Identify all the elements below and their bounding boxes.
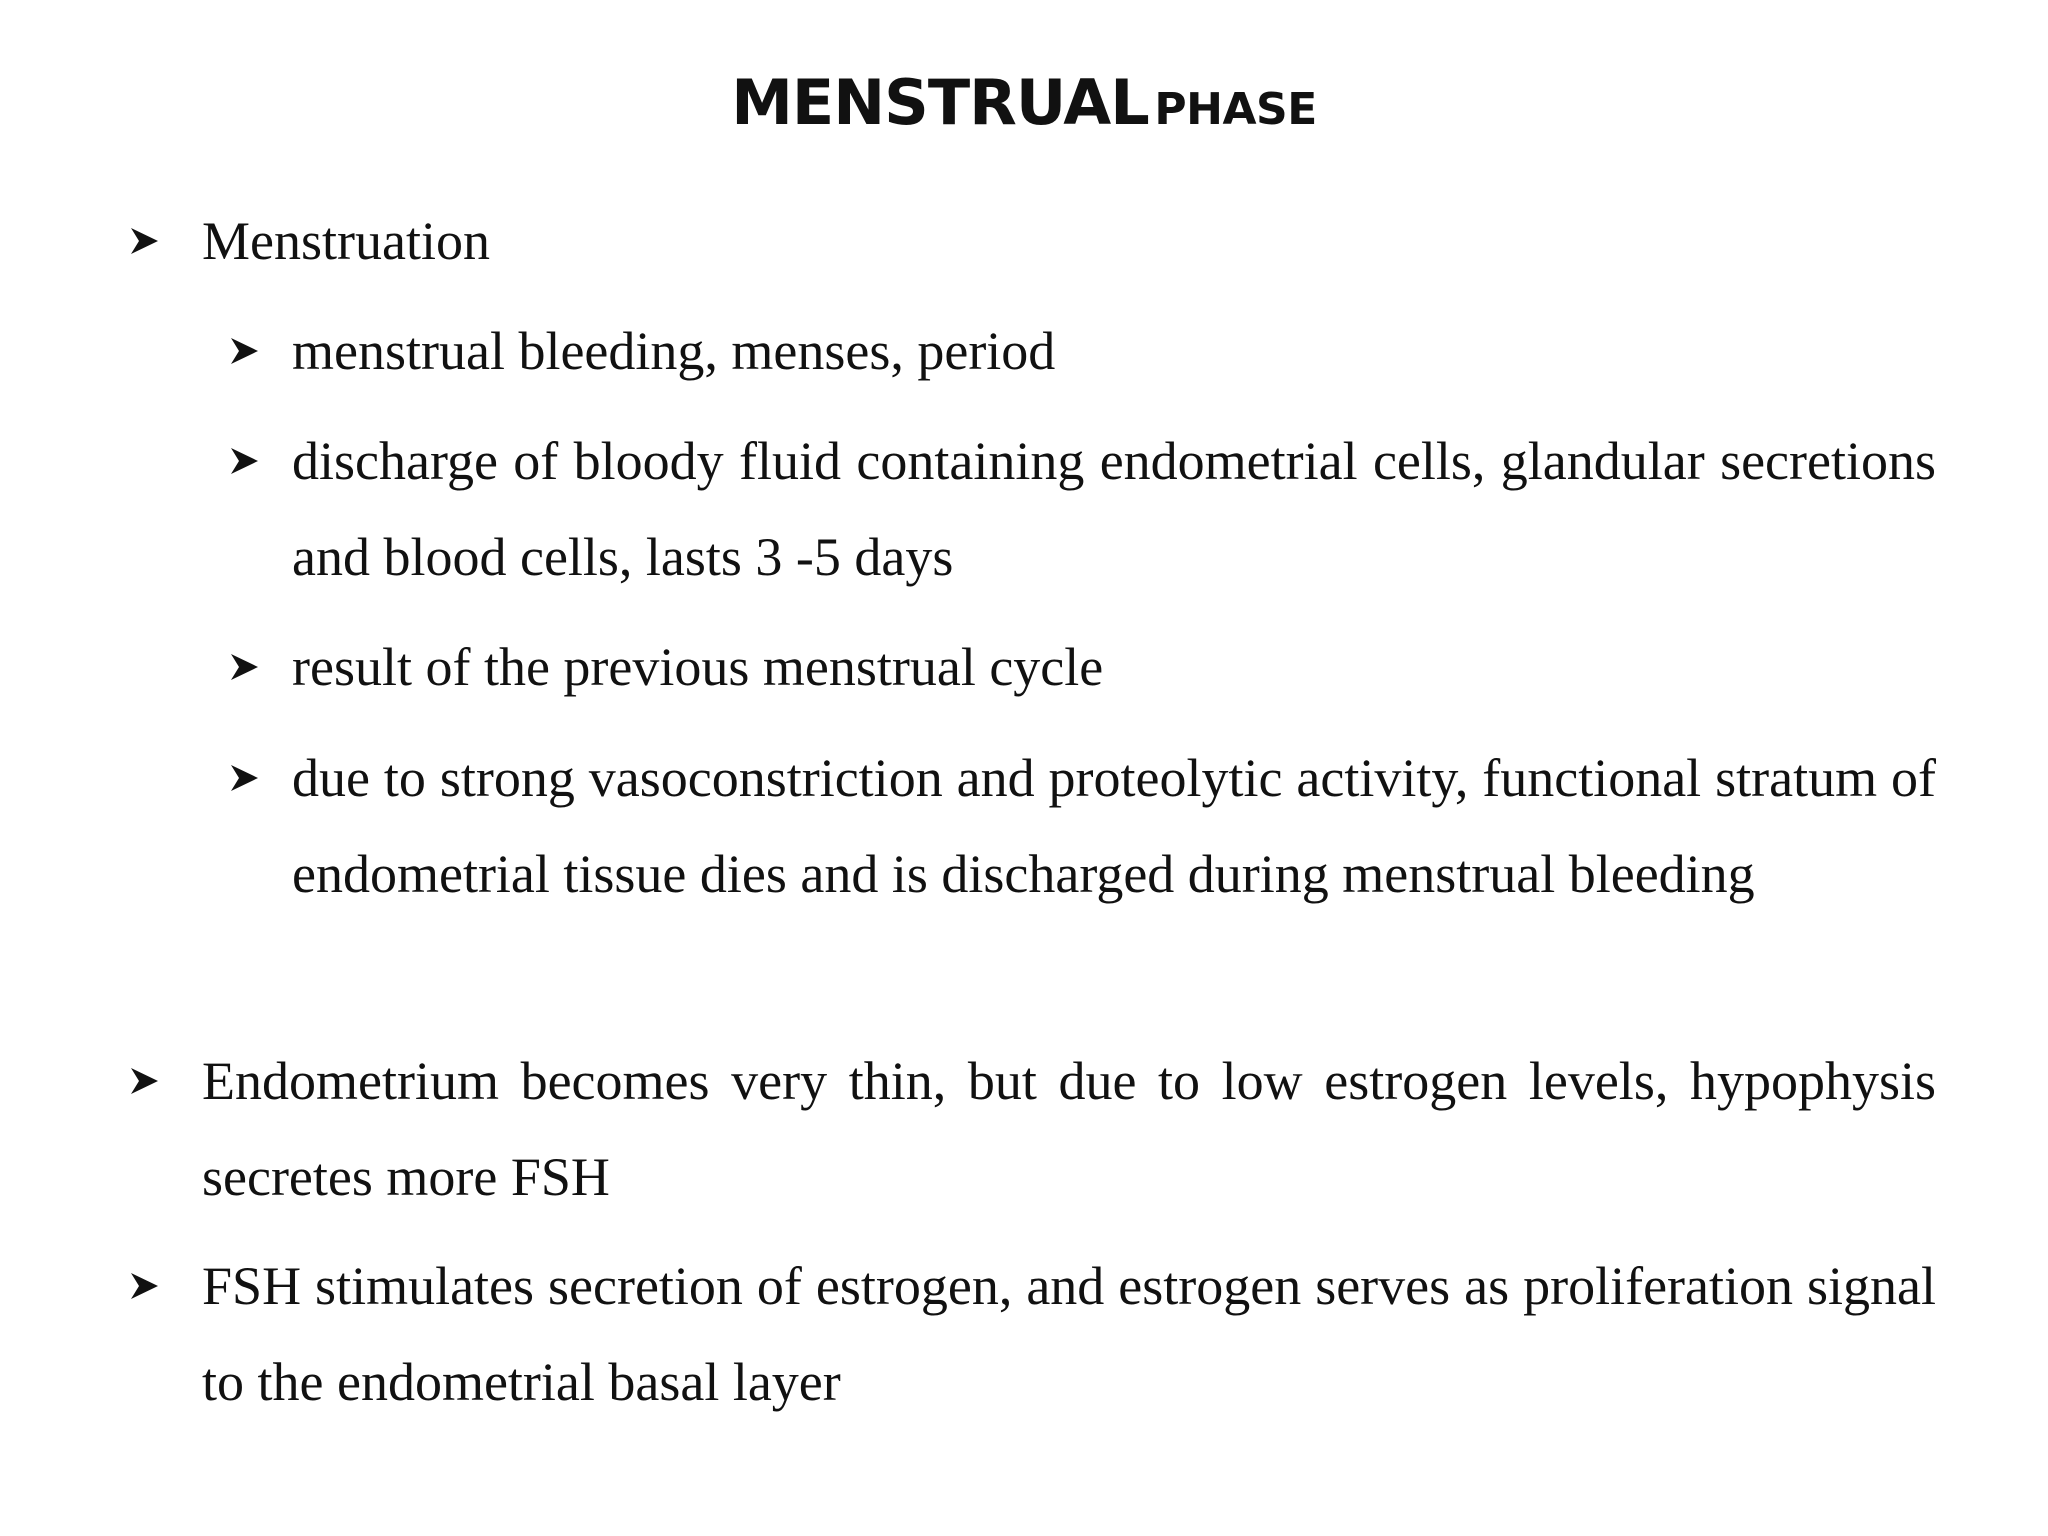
arrow-bullet-icon [224,730,264,826]
arrow-bullet-icon [224,413,264,509]
bullet-text: Endometrium becomes very thin, but due to low estrogen levels, hypophysis secretes more FSH [202,1051,1936,1207]
slide-title [0,66,2048,139]
arrow-bullet-icon [124,1238,164,1334]
bullet-text: result of the previous menstrual cycle [292,637,1104,697]
bullet-item [202,1238,1936,1430]
title-sub: PHASE [1154,84,1317,135]
arrow-bullet-icon [124,193,164,289]
sub-bullet-item [292,730,1936,922]
bullet-text: due to strong vasoconstriction and proteolytic activity, functional stratum of endometrial tissue dies and is discharged during menstrual bleeding [292,748,1936,904]
bullet-text: discharge of bloody fluid containing endometrial cells, glandular secretions and blood cells, lasts 3 -5 days [292,431,1936,587]
bullet-item [202,1033,1936,1225]
title-main: MENSTRUAL [731,66,1149,139]
arrow-bullet-icon [124,1033,164,1129]
bullet-text: menstrual bleeding, menses, period [292,321,1056,381]
arrow-bullet-icon [224,619,264,715]
sub-bullet-item [292,413,1936,605]
bullet-text: Menstruation [202,211,490,271]
arrow-bullet-icon [224,303,264,399]
bullet-text: FSH stimulates secretion of estrogen, and estrogen serves as proliferation signal to the endometrial basal layer [202,1256,1936,1412]
sub-bullet-item [292,619,1936,715]
bullet-item [202,193,1936,289]
sub-bullet-item [292,303,1936,399]
